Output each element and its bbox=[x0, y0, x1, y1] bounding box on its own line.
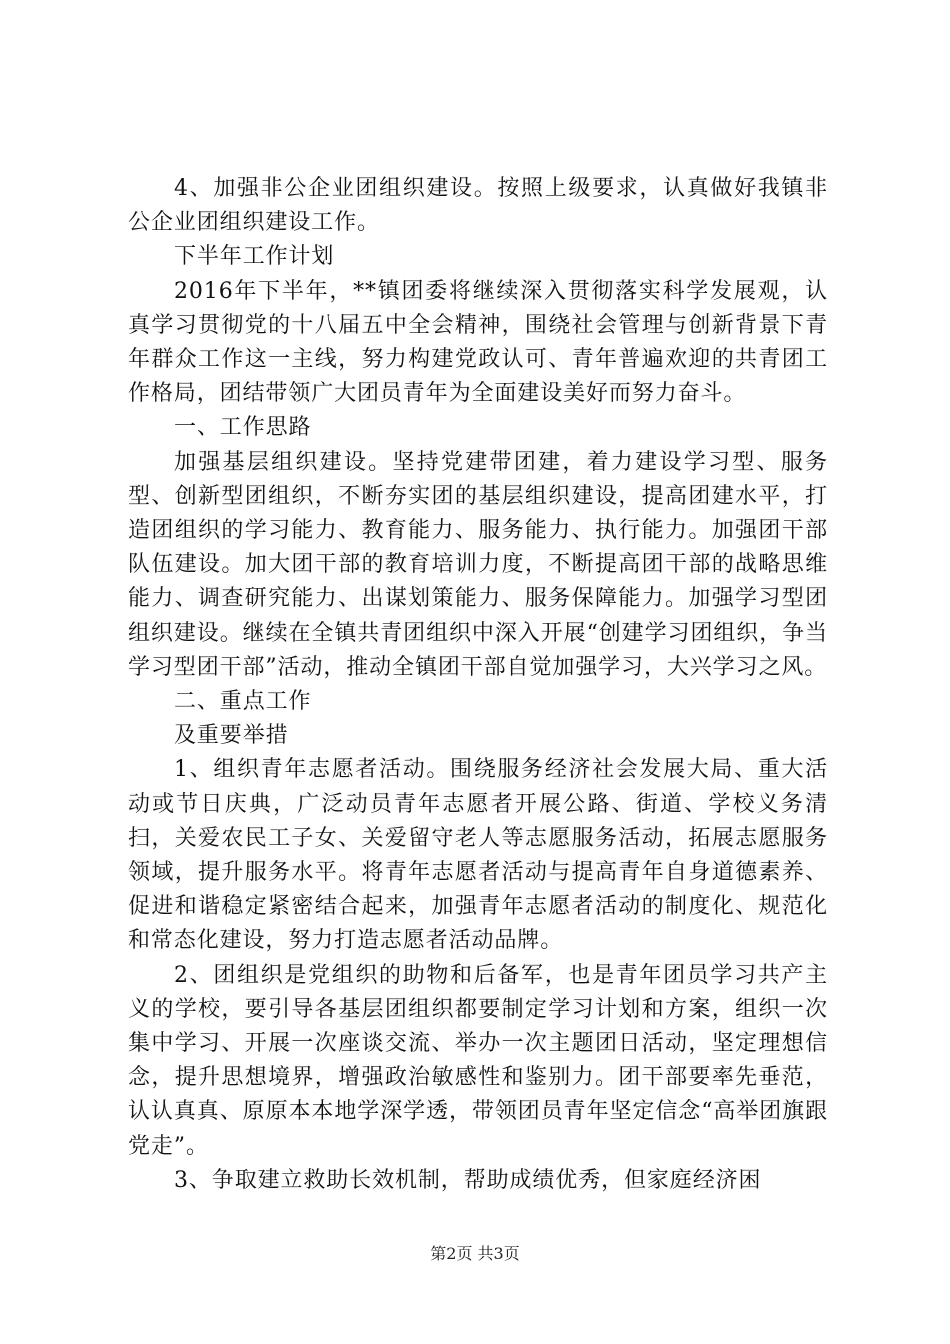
paragraph-item-1: 1、组织青年志愿者活动。围绕服务经济社会发展大局、重大活动或节日庆典，广泛动员青年志愿者开展公路、街道、学校义务清扫，关爱农民工子女、关爱留守老人等志愿服务活动，拓展志愿服务领域，提升服务水平。将青年志愿者活动与提高青年自身道德素养、促进和谐稳定紧密结合起来，加强青年志愿者活动的制度化、规范化和常态化建设，努力打造志愿者活动品牌。 bbox=[128, 757, 828, 954]
paragraph-item-3: 3、争取建立救助长效机制，帮助成绩优秀，但家庭经济困 bbox=[174, 1167, 762, 1193]
section-heading-second-half-plan: 下半年工作计划 bbox=[174, 244, 335, 270]
paragraph-item-2: 2、团组织是党组织的助物和后备军，也是青年团员学习共产主义的学校，要引导各基层团组织都要制定学习计划和方案，组织一次集中学习、开展一次座谈交流、举办一次主题团日活动，坚定理想信念，提升思想境界，增强政治敏感性和鉴别力。团干部要率先垂范，认认真真、原原本本地学深学透，带领团员青年坚定信念“高举团旗跟党走”。 bbox=[128, 962, 828, 1159]
paragraph-item-4: 4、加强非公企业团组织建设。按照上级要求，认真做好我镇非公企业团组织建设工作。 bbox=[128, 176, 828, 236]
section-heading-key-work: 二、重点工作 bbox=[174, 689, 312, 715]
paragraph-intro: 2016年下半年，**镇团委将继续深入贯彻落实科学发展观，认真学习贯彻党的十八届五中全会精神，围绕社会管理与创新背景下青年群众工作这一主线，努力构建党政认可、青年普遍欢迎的共青团工作格局，团结带领广大团员青年为全面建设美好而努力奋斗。 bbox=[128, 278, 828, 407]
paragraph-work-ideas: 加强基层组织建设。坚持党建带团建，着力建设学习型、服务型、创新型团组织，不断夯实团的基层组织建设，提高团建水平，打造团组织的学习能力、教育能力、服务能力、执行能力。加强团干部队伍建设。加大团干部的教育培训力度，不断提高团干部的战略思维能力、调查研究能力、出谋划策能力、服务保障能力。加强学习型团组织建设。继续在全镇共青团组织中深入开展“创建学习团组织，争当学习型团干部”活动，推动全镇团干部自觉加强学习，大兴学习之风。 bbox=[128, 449, 828, 680]
document-body bbox=[128, 172, 828, 1198]
section-heading-key-measures: 及重要举措 bbox=[174, 723, 289, 749]
section-heading-work-ideas: 一、工作思路 bbox=[174, 415, 312, 441]
page-number-footer: 第2页 共3页 bbox=[430, 1244, 520, 1263]
